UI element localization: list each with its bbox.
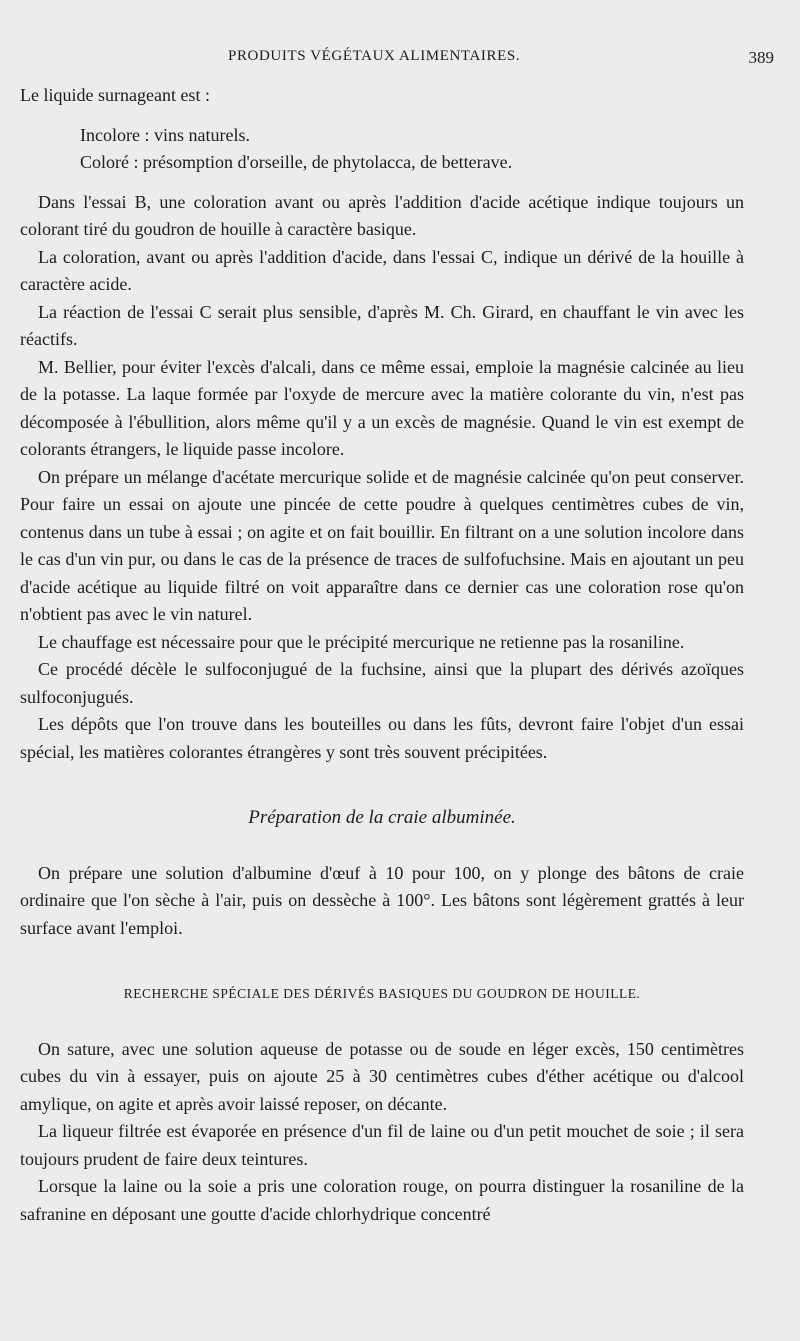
paragraph: La liqueur filtrée est évaporée en présence d'un fil de laine ou d'un petit mouchet de soie ; il sera toujours prudent de faire deux teintures. <box>20 1121 744 1169</box>
paragraph: On sature, avec une solution aqueuse de potasse ou de soude en léger excès, 150 centimètres cubes du vin à essayer, puis on ajoute 25 à 30 centimètres cubes d'éther acétique ou d'alcool amylique, on agite et après avoir laissé reposer, on décante. <box>20 1038 744 1114</box>
paragraph: La coloration, avant ou après l'addition d'acide, dans l'essai C, indique un dérivé de la houille à caractère acide. <box>20 246 744 294</box>
section-heading-craie: Préparation de la craie albuminée. <box>248 807 516 828</box>
paragraph: Ce procédé décèle le sulfoconjugué de la fuchsine, ainsi que la plupart des dérivés azoïques sulfoconjugués. <box>20 659 744 707</box>
body-text <box>20 82 744 1228</box>
paragraph: Dans l'essai B, une coloration avant ou après l'addition d'acide acétique indique toujours un colorant tiré du goudron de houille à caractère basique. <box>20 191 744 239</box>
result-colored: Coloré : présomption d'orseille, de phytolacca, de betterave. <box>80 152 513 172</box>
paragraph: Lorsque la laine ou la soie a pris une coloration rouge, on pourra distinguer la rosaniline de la safranine en déposant une goutte d'acide chlorhydrique concentré <box>20 1176 744 1224</box>
result-colorless: Incolore : vins naturels. <box>80 124 250 145</box>
paragraph: On prépare une solution d'albumine d'œuf à 10 pour 100, on y plonge des bâtons de craie ordinaire que l'on sèche à l'air, puis on dessèche à 100°. Les bâtons sont légèrement grattés à leur surface avant l'emploi. <box>20 862 744 938</box>
intro-line: Le liquide surnageant est : <box>20 85 210 105</box>
paragraph: La réaction de l'essai C serait plus sensible, d'après M. Ch. Girard, en chauffant le vin avec les réactifs. <box>20 301 744 349</box>
running-title: PRODUITS VÉGÉTAUX ALIMENTAIRES. <box>228 48 521 64</box>
paragraph: M. Bellier, pour éviter l'excès d'alcali, dans ce même essai, emploie la magnésie calcinée au lieu de la potasse. La laque formée par l'oxyde de mercure avec la matière colorante du vin, n'est pas décomposée à l'ébullition, alors même qu'il y a un excès de magnésie. Quand le vin est exempt de colorants étrangers, le liquide passe incolore. <box>20 356 744 459</box>
running-header <box>0 48 800 70</box>
page-number: 389 <box>748 48 774 67</box>
section-heading-recherche: RECHERCHE SPÉCIALE DES DÉRIVÉS BASIQUES DU GOUDRON DE HOUILLE. <box>123 986 641 1001</box>
paragraph: On prépare un mélange d'acétate mercurique solide et de magnésie calcinée qu'on peut conserver. Pour faire un essai on ajoute une pincée de cette poudre à quelques centimètres cubes de vin, contenus dans un tube à essai ; on agite et on fait bouillir. En filtrant on a une solution incolore dans le cas d'un vin pur, ou dans le cas de la présence de traces de sulfofuchsine. Mais en ajoutant un peu d'acide acétique au liquide filtré on voit apparaître dans ce dernier cas une coloration rose qu'on n'obtient pas avec le vin naturel. <box>20 466 744 624</box>
paragraph: Les dépôts que l'on trouve dans les bouteilles ou dans les fûts, devront faire l'objet d'un essai spécial, les matières colorantes étrangères y sont très souvent précipitées. <box>20 714 744 762</box>
paragraph: Le chauffage est nécessaire pour que le précipité mercurique ne retienne pas la rosaniline. <box>38 631 685 652</box>
